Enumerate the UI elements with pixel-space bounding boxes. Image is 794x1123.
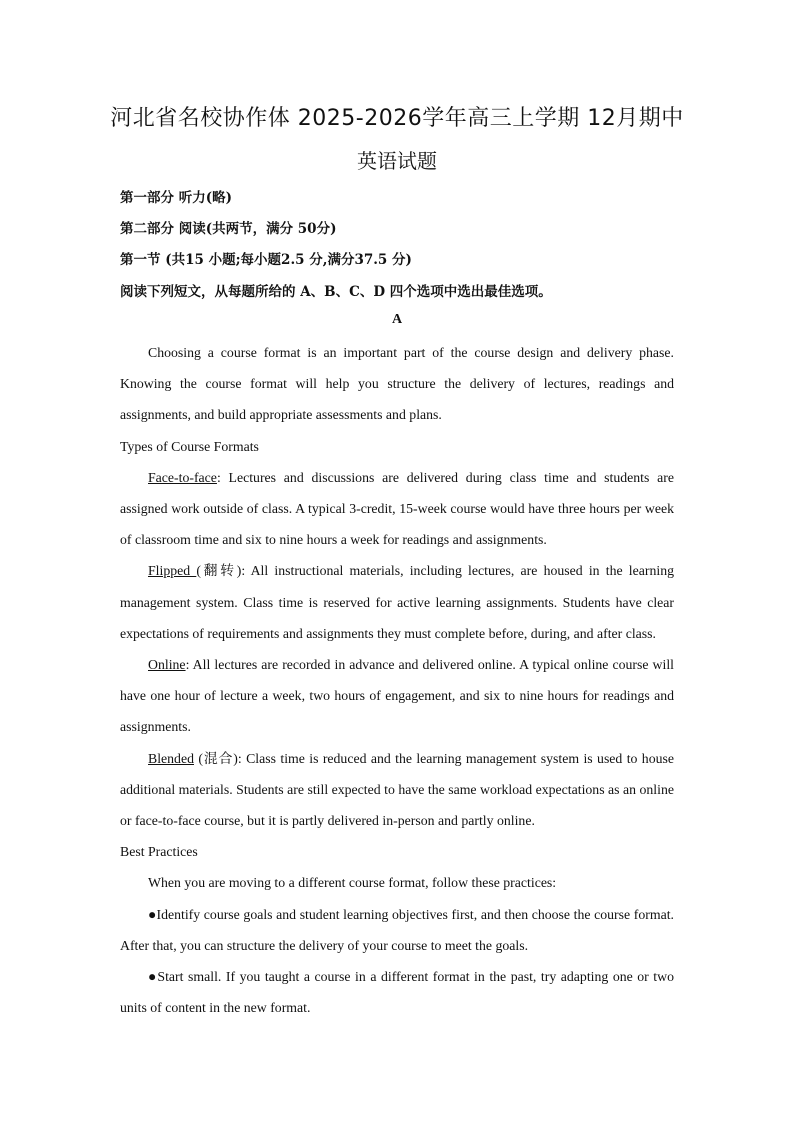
practices-intro: When you are moving to a different course format, follow these practices: (148, 875, 557, 891)
section-sec1: 第一节 (共15 小题;每小题2.5 分,满分37.5 分) (120, 252, 412, 268)
term-online: Online (148, 657, 186, 673)
text-online: : All lectures are recorded in advance and delivered online. A typical online course will have one hour of lecture a week, two hours of engagement, and six to nine hours for readings and assignments. (120, 657, 674, 735)
page-title: 河北省名校协作体 2025-2026学年高三上学期 12月期中 (110, 106, 684, 131)
paragraph-online (120, 649, 674, 743)
passage-letter: A (391, 312, 403, 327)
section-part2: 第二部分 阅读(共两节，满分 50分) (120, 221, 337, 237)
practice-bullet-2: ●Start small. If you taught a course in a different format in the past, try adapting one or two units of content in the new format. (120, 969, 674, 1016)
paragraph-face-to-face (120, 462, 674, 556)
heading-types: Types of Course Formats (120, 438, 259, 454)
section-part1: 第一部分 听力(略) (120, 190, 232, 206)
paragraph-flipped (120, 555, 674, 649)
passage-body (120, 337, 674, 1023)
section-instruction: 阅读下列短文，从每题所给的 A、B、C、D 四个选项中选出最佳选项。 (120, 284, 552, 300)
paragraph-blended (120, 743, 674, 837)
heading-best-practices: Best Practices (120, 844, 198, 860)
term-flipped: Flipped (148, 563, 197, 579)
text-flipped: (翻转): All instructional materials, including lectures, are housed in the learning management system. Class time is reserved for active learning assignments. Students have clear expectations of requirements and assignments they must complete before, during, and after class. (120, 563, 674, 641)
passage-intro: Choosing a course format is an important part of the course design and delivery phase. Knowing the course format will help you structure the delivery of lectures, readings and assignments, and build appropriate assessments and plans. (120, 345, 674, 423)
practice-bullet-1: ●Identify course goals and student learning objectives first, and then choose the course format. After that, you can structure the delivery of your course to meet the goals. (120, 906, 674, 953)
text-blended: (混合): Class time is reduced and the learning management system is used to house additional materials. Students are still expected to have the same workload expectations as an online or face-to-face course, but it is partly delivered in-person and partly online. (120, 750, 674, 829)
term-blended: Blended (148, 750, 194, 766)
text-face-to-face: : Lectures and discussions are delivered during class time and students are assigned work outside of class. A typical 3-credit, 15-week course would have three hours per week of classroom time and six to nine hours a week for readings and assignments. (120, 469, 674, 548)
term-face-to-face: Face-to-face (148, 469, 217, 485)
page-subtitle: 英语试题 (357, 149, 437, 173)
